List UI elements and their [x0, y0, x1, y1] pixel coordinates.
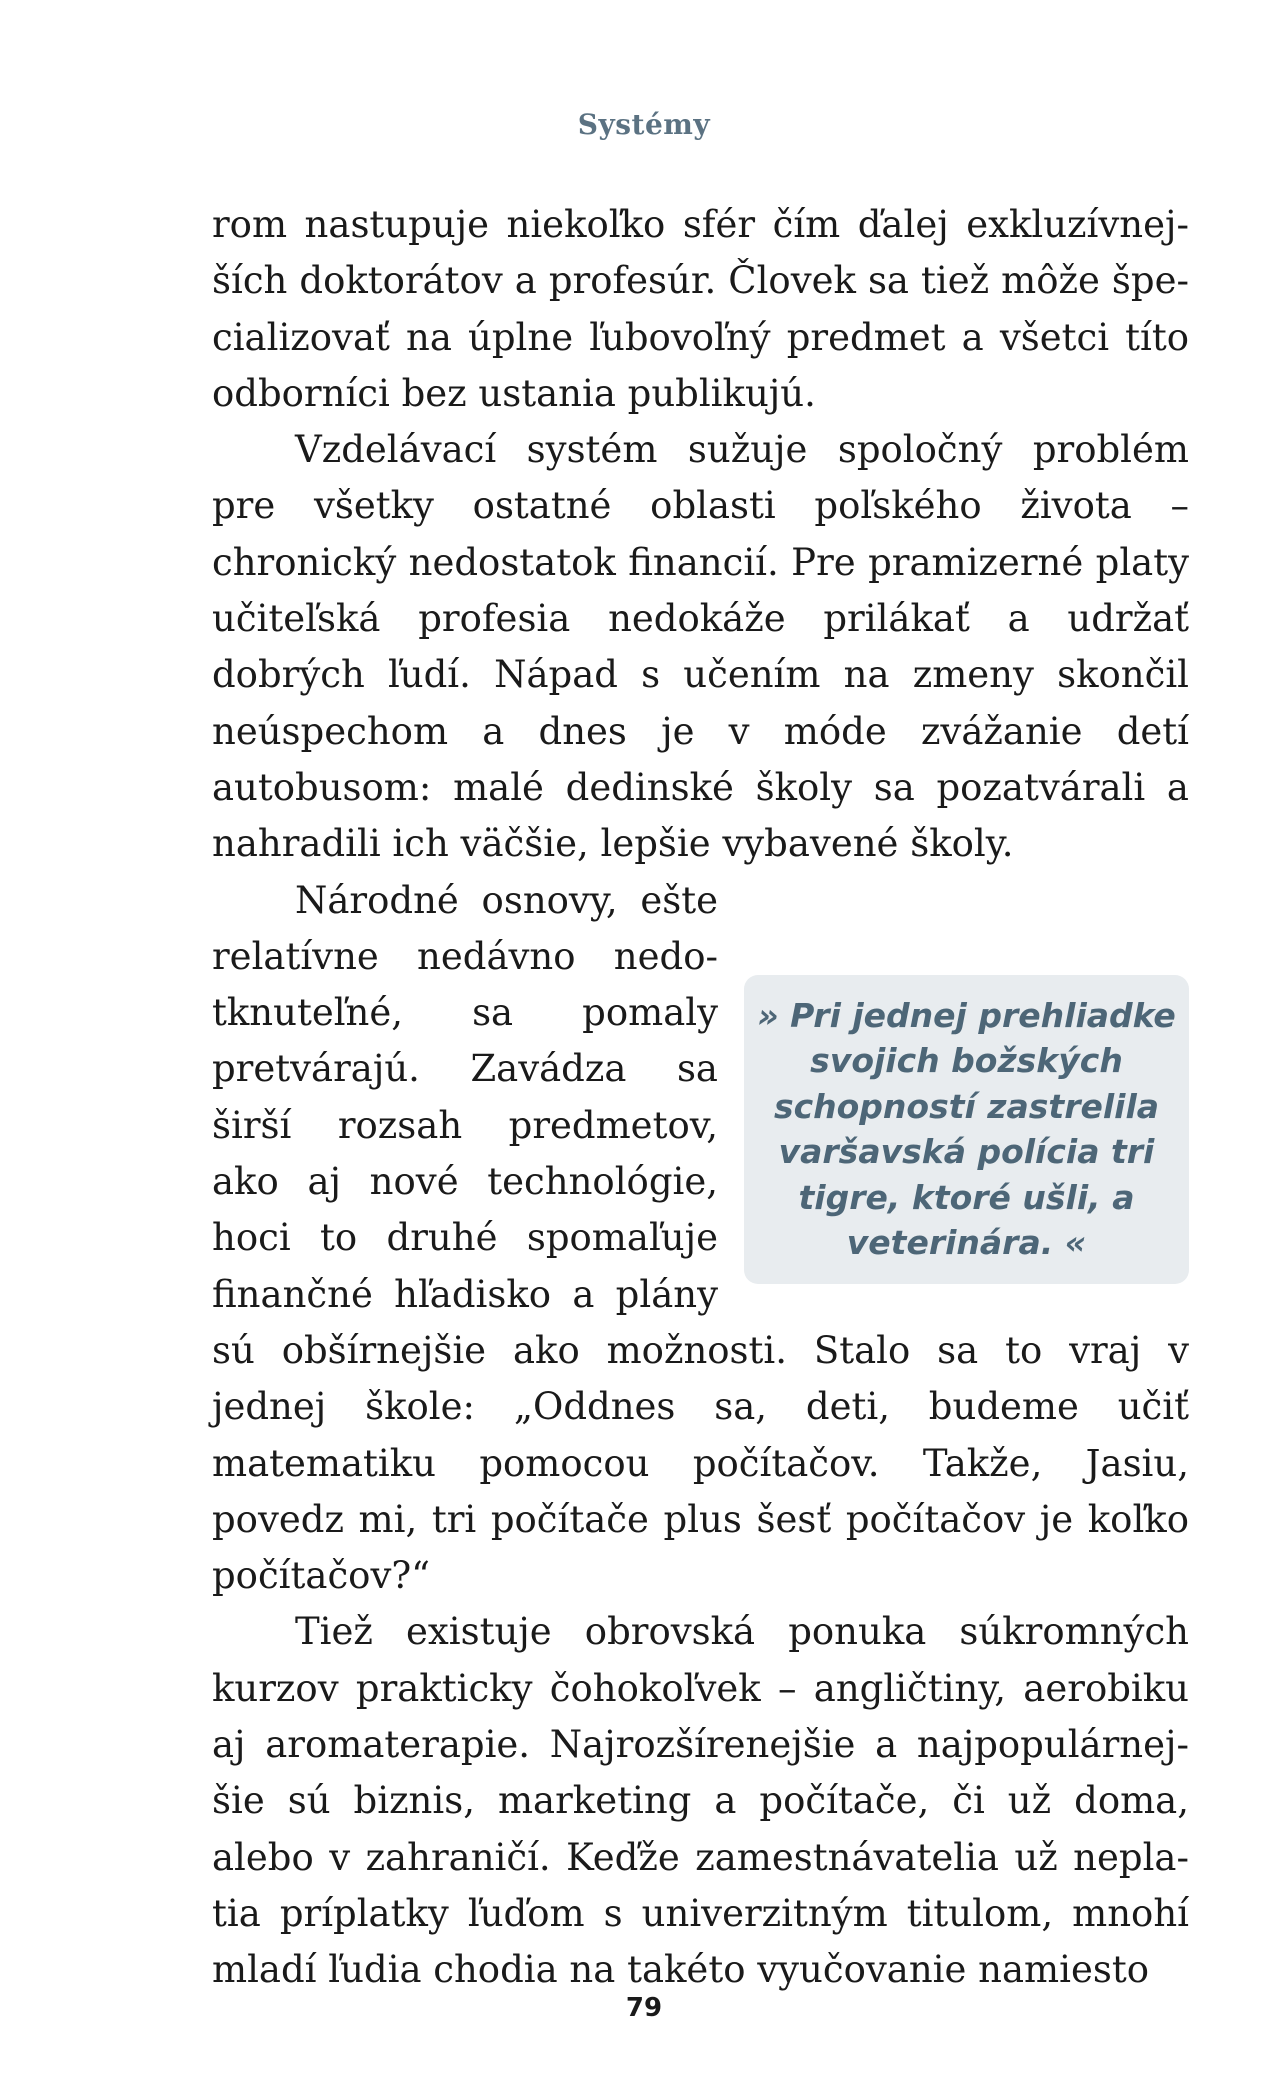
paragraph-1: rom nastupuje niekoľko sfér čím ďalej exkluzívnejších doktorátov a profesúr. Človek sa tiež môže špecializovať na úplne ľubovoľný predmet a všetci títo odborníci bez ustania publikujú.: [212, 203, 1189, 415]
body-text: [212, 197, 1189, 1999]
paragraph-3: Národné osnovy, ešte relatívne nedávno nedotknuteľné, sa pomaly pretvárajú. Zavádza sa širší rozsah predmetov, ako aj nové technológie, hoci to druhé spomaľuje finančné hľadisko a plány sú obšírnejšie ako možnosti. Stalo sa to vraj v jednej škole: „Oddnes sa, deti, budeme učiť matematiku pomocou počítačov. Takže, Jasiu, povedz mi, tri počítače plus šesť počítačov je koľko počítačov?“: [212, 878, 1189, 1598]
paragraph-4: Tiež existuje obrovská ponuka súkromných kurzov prakticky čohokoľvek – angličtiny, aerobiku aj aromaterapie. Najrozšírenejšie a najpopulárnejšie sú biznis, marketing a počítače, či už doma, alebo v zahraničí. Keďže zamestnávatelia už neplatia príplatky ľuďom s univerzitným titulom, mnohí mladí ľudia chodia na takéto vyučovanie namiesto: [212, 1610, 1189, 1992]
running-title: Systémy: [577, 108, 711, 141]
paragraph-2: Vzdelávací systém sužuje spoločný problém pre všetky ostatné oblasti poľského života – chronický nedostatok financií. Pre pramizerné platy učiteľská profesia nedokáže prilákať a udržať dobrých ľudí. Nápad s učením na zmeny skončil neúspechom a dnes je v móde zvážanie detí autobusom: malé dedinské školy sa pozatvárali a nahradili ich väčšie, lepšie vybavené školy.: [212, 428, 1189, 866]
pull-quote: » Pri jednej prehliadke svojich božských schopností zastrelila varšavská polícia tri tigre, ktoré ušli, a veterinára. «: [744, 975, 1189, 1284]
page-number: 79: [625, 1993, 663, 2023]
